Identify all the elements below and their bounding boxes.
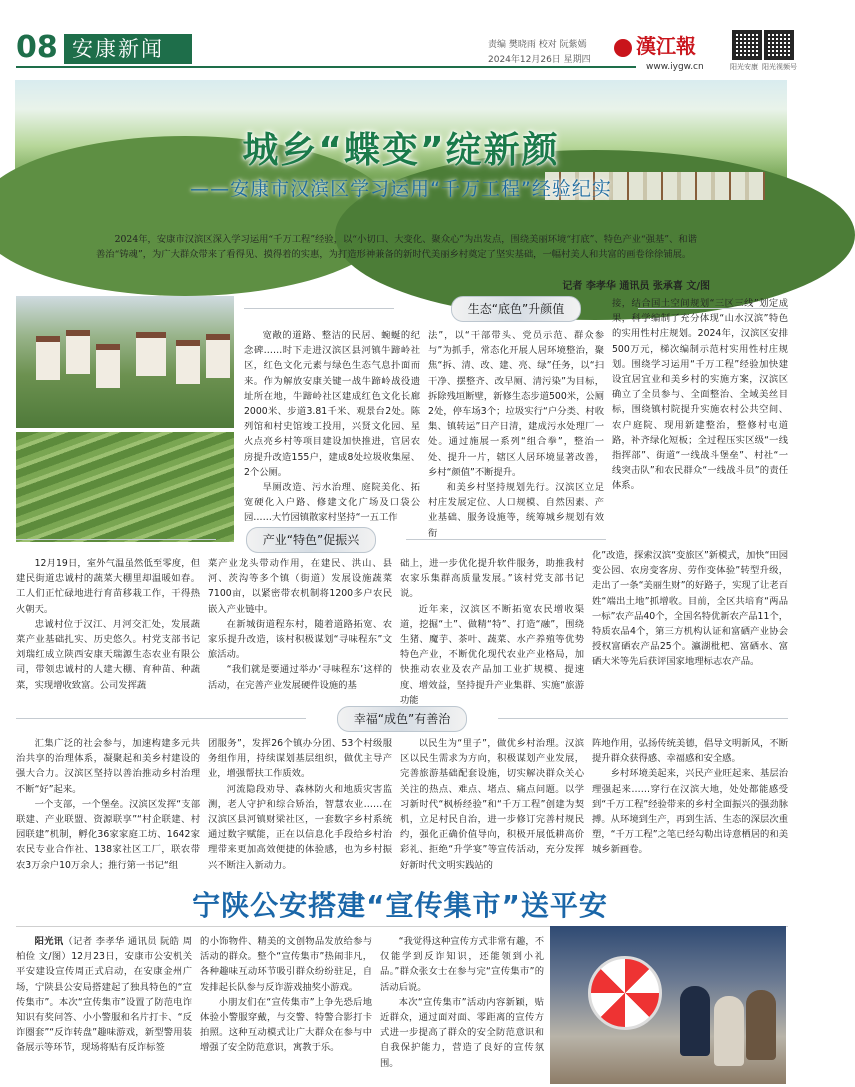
subheading-text: 生态“底色”升颜值 bbox=[451, 296, 581, 322]
paragraph: 菜产业龙头带动作用，在建民、洪山、县河、茨沟等多个镇（街道）发展设施蔬菜7100亩，以紧密带农机制将1200多户农民嵌入产业链中。 bbox=[208, 558, 392, 615]
paragraph: 乡村环境美起来，兴民产业旺起来、基层治理强起来……穿行在汉滨大地，处处都能感受到“千万工程”经验带来的乡村全面振兴的强劲脉搏。从环境到生产，再到生活、生态的深层次重塑，“千万工程”之笔已经勾勒出诗意栖居的和美城乡新画卷。 bbox=[592, 768, 788, 856]
paragraph: 小朋友们在“宣传集市”上争先恐后地体验小警服穿戴，与交警、特警合影打卡拍照。这种互动模式让广大群众在参与中增强了安全防范意识，寓教于乐。 bbox=[200, 996, 372, 1054]
article-subtitle: ——安康市汉滨区学习运用“千万工程”经验纪实 bbox=[190, 178, 612, 200]
masthead bbox=[0, 0, 800, 78]
subheading bbox=[16, 527, 606, 551]
article-column bbox=[16, 556, 200, 691]
paragraph: 宽敞的道路、整洁的民居、蜿蜒的纪念碑……时下走进汉滨区县河镇牛蹄岭社区，红色文化元素与绿色生态气息扑面而来。作为解放安康关键一战牛蹄岭战役遗址所在地，牛蹄岭社区建成红色文化长廊2000米、步道3.81千米、观景台2处。陈列馆和村史馆竣工投用，兴贤文化园、星火点亮乡村等项目建设加快推进，官居农房提升改造155户，建成8处垃圾收集屋、2个公厕。 bbox=[244, 330, 420, 478]
paragraph: 近年来，汉滨区不断拓宽农民增收渠道，挖掘“土”、做精“特”、打造“融”，围绕生猪、魔芋、茶叶、蔬菜、水产养殖等优势特色产业，不断优化现代农业产业格局，加快推动农业及农产品加工业扩规模、提速度、增效益，坚持提升产业集群、实施“旅游功能 bbox=[400, 603, 584, 706]
article-title: 城乡“蝶变”绽新颜 bbox=[242, 130, 560, 171]
paragraph: 的小饰物件、精美的文创物品发放给参与活动的群众。整个“宣传集市”热闹非凡，各种趣味互动环节吸引群众纷纷驻足，自发排起长队参与反诈游戏抽奖小游戏。 bbox=[200, 936, 372, 993]
article-banner bbox=[15, 80, 787, 226]
article-column bbox=[612, 296, 788, 544]
qr-caption: 阳光安康 bbox=[730, 63, 758, 71]
article-column bbox=[428, 328, 604, 544]
subheading-text: 幸福“成色”有善治 bbox=[337, 706, 467, 732]
paragraph-body: 12月23日，安康市公安机关平安建设宣传周正式启动，在安康金州广场，宁陕县公安局搭建起了独具特色的“宣传集市”。本次“宣传集市”设置了防范电诈知识有奖问答、小小警服和名片打卡、“反诈圈套”“反诈转盘”趣味游戏，新型警用装备展示等环节，现场将贴有反诈标签 bbox=[16, 951, 192, 1054]
paragraph: 阵地作用，弘扬传统美德，倡导文明新风，不断提升群众获得感、幸福感和安全感。 bbox=[592, 738, 788, 765]
paragraph: 化”改造，探索汉滨“变旅区”新模式，加快“田园变公园、农房变客房、劳作变体验”转型升级，走出了一条“美丽生财”的好路子，实现了让老百姓“端出土地”抓增收。目前，全区共培育“两品一标”农产品40个，全国名特优新农产品11个，特质农品4个，第三方机构认证和富硒产业协会授权富硒农产品25个。瀛湖枇杷、富硒水、富硒大米等先后获评国家地理标志农产品。 bbox=[592, 550, 788, 668]
police-event-photo bbox=[550, 926, 786, 1084]
section-title: 安康新闻 bbox=[64, 34, 192, 64]
sun-icon bbox=[614, 39, 632, 57]
village-photo bbox=[16, 296, 234, 428]
paragraph: 12月19日，室外气温虽然低至零度，但建民街道忠诚村的蔬菜大棚里却温暖如春。工人们正忙碌地进行育苗移栽工作，干得热火朝天。 bbox=[16, 558, 200, 615]
dateline: 阳光讯 bbox=[34, 936, 64, 947]
article-column bbox=[592, 548, 788, 684]
paragraph: 接，结合国土空间规划“三区三线”划定成果，科学编制了充分体现“山水汉滨”特色的实用性村庄规划。2024年，汉滨区安排500万元，梯次编制示范村实用性村庄规划。围绕学习运用“千万工程”经验加快建设宜居宜业和美乡村的实施方案，汉滨区确立了全员参与、全面整治、全域美丝目标，围绕镇村院提升实施农村公共空间、农户庭院、现用新建整治，整修村屯道路，补齐绿化短板；全过程压实区级“一线指挥部”、街道“一线战斗堡垒”、村社“一线突击队”和农民群众“一线战斗员”的责任体系。 bbox=[612, 298, 788, 492]
article-column bbox=[208, 556, 392, 691]
qr-code-icon[interactable] bbox=[764, 30, 794, 60]
article-column bbox=[592, 736, 788, 878]
paragraph: 在新城街道程东村，随着道路拓宽、农家乐提升改造，该村积极谋划“寻味程东”文旅活动。 bbox=[208, 618, 392, 661]
article-column bbox=[208, 736, 392, 878]
issue-date: 2024年12月26日 星期四 bbox=[488, 55, 591, 65]
newspaper-logo bbox=[614, 30, 722, 60]
paragraph: 和美乡村坚持规划先行。汉滨区立足村庄发展定位、人口规模、自然因素、产业基础、服务设施等，统筹城乡规划有效衔 bbox=[428, 482, 604, 539]
header-divider bbox=[16, 66, 636, 68]
logo-text: 漢江報 bbox=[636, 34, 696, 58]
paragraph: 汇集广泛的社会参与，加速构建多元共治共享的治理体系，凝聚起和美乡村建设的强大合力。汉滨区坚持以善治推动乡村治理不断“好”起来。 bbox=[16, 738, 200, 795]
subheading-text: 产业“特色”促振兴 bbox=[246, 527, 376, 553]
article-column bbox=[380, 934, 544, 1084]
paragraph: 以民生为“里子”，做优乡村治理。汉滨区以民生需求为方向，积极谋划产业发展，完善旅游基础配套设施，切实解决群众关心关注的热点、难点、堵点、痛点问题。以学习新时代“枫桥经验”和“千万工程”创建为契机，立足村民自治，进一步修订完善村规民约，强化正确价值导向，积极开展低耕高价彩礼、拒绝“升学宴”等宣传活动，充分发挥好新时代文明实践站的 bbox=[400, 738, 584, 871]
qr-code-icon[interactable] bbox=[732, 30, 762, 60]
tea-field-photo bbox=[16, 432, 234, 542]
subheading bbox=[16, 706, 788, 730]
qr-caption: 阳光视频号 bbox=[762, 63, 797, 71]
paragraph: 一个支部，一个堡垒。汉滨区发挥“支部联建、产业联盟、资源联享”“村企联建、村园联建”机制，孵化36家家庭工坊、1642家农民专业合作社、138家社区工厂，联农带农3万余户10万余人；推行第一书记“组 bbox=[16, 798, 200, 871]
page-number: 08 bbox=[16, 30, 58, 65]
paragraph: 团服务”，发挥26个镇办分团、53个村级服务组作用，持续谋划基层组织，做优主导产业，增强帮扶工作质效。 bbox=[208, 738, 392, 780]
paragraph: 旱厕改造、污水治理、庭院美化、拓宽硬化入户路、修建文化广场及口袋公园……大竹园镇散家村坚持“一五工作 bbox=[244, 482, 420, 524]
article-intro: 2024年，安康市汉滨区深入学习运用“千万工程”经验，以“小切口、大变化、聚众心”为出发点，围绕美丽环境“打底”、特色产业“强基”、和谐善治“铸魂”，为广大群众带来了看得见、摸得着的实惠，为打造形神兼备的新时代美丽乡村奠定了坚实基础，一幅村美人和共富的画卷徐徐铺展。 bbox=[96, 234, 697, 260]
paragraph: 法”，以“干部带头、党员示范、群众参与”为抓手，常态化开展人居环境整治，聚焦“拆、清、改、建、亮、绿”任务，以“扫干净、摆整齐、改早厕、清污染”为目标，拆除残垣断壁，新修生态步道500米，公厕2处，停车场3个；垃圾实行“户分类、村收集、镇转运”日产日清，建成污水处理厂一处。通过施展一系列“组合拳”，整治一处、提升一片，辖区人居环境显著改善，乡村“颜值”不断提升。 bbox=[428, 330, 604, 478]
article-column bbox=[400, 556, 584, 706]
website-link[interactable]: www.iygw.cn bbox=[646, 62, 704, 72]
editors-credit: 责编 樊晓雨 校对 阮紫嫣 bbox=[488, 40, 587, 50]
article-column bbox=[244, 328, 420, 544]
paragraph: “我们就是要通过举办‘寻味程东’这样的活动，在完善产业发展硬件设施的基 bbox=[208, 664, 392, 691]
paragraph: 本次“宣传集市”活动内容新颖，贴近群众，通过面对面、零距离的宣传方式进一步提高了群众的安全防范意识和自我保护能力，营造了良好的宣传氛围。 bbox=[380, 996, 544, 1069]
article-column bbox=[16, 736, 200, 878]
byline: 记者 李孝华 通讯员 张承喜 文/图 bbox=[562, 281, 710, 292]
paragraph bbox=[16, 934, 192, 1056]
paragraph: 础上，进一步优化提升软件服务，助推我村农家乐集群高质量发展。”该村党支部书记说。 bbox=[400, 558, 584, 600]
prize-wheel-icon bbox=[588, 956, 662, 1030]
paragraph: 河流隐段劝导、森林防火和地质灾害监测，老人守护和综合矫治，智慧农业……在汉滨区县河镇财梁社区，一套数字乡村系统通过数字赋能，正在以信息化手段给乡村治理带来更加高效便捷的体验感，也为乡村振兴不断注入新动力。 bbox=[208, 783, 392, 871]
reporter-credit: （记者 李孝华 通讯员 阮皓 周柏俭 文/图） bbox=[16, 936, 192, 963]
paragraph: 忠诚村位于汉江、月河交汇处，发展蔬菜产业基础扎实、历史悠久。村党支部书记刘瑞红成立陕西安康天瑞源生态农业有限公司，带领忠诚村的人建大棚、育种苗、种蔬菜，实现增收致富。公司发挥蔬 bbox=[16, 618, 200, 691]
article-column bbox=[400, 736, 584, 878]
article-title: 宁陕公安搭建“宣传集市”送平安 bbox=[192, 889, 608, 922]
paragraph: “我觉得这种宣传方式非常有趣，不仅能学到反诈知识，还能领到小礼品。”群众张女士在参与完“宣传集市”的活动后说。 bbox=[380, 936, 544, 993]
article-column bbox=[200, 934, 372, 1084]
article-column bbox=[16, 934, 192, 1084]
